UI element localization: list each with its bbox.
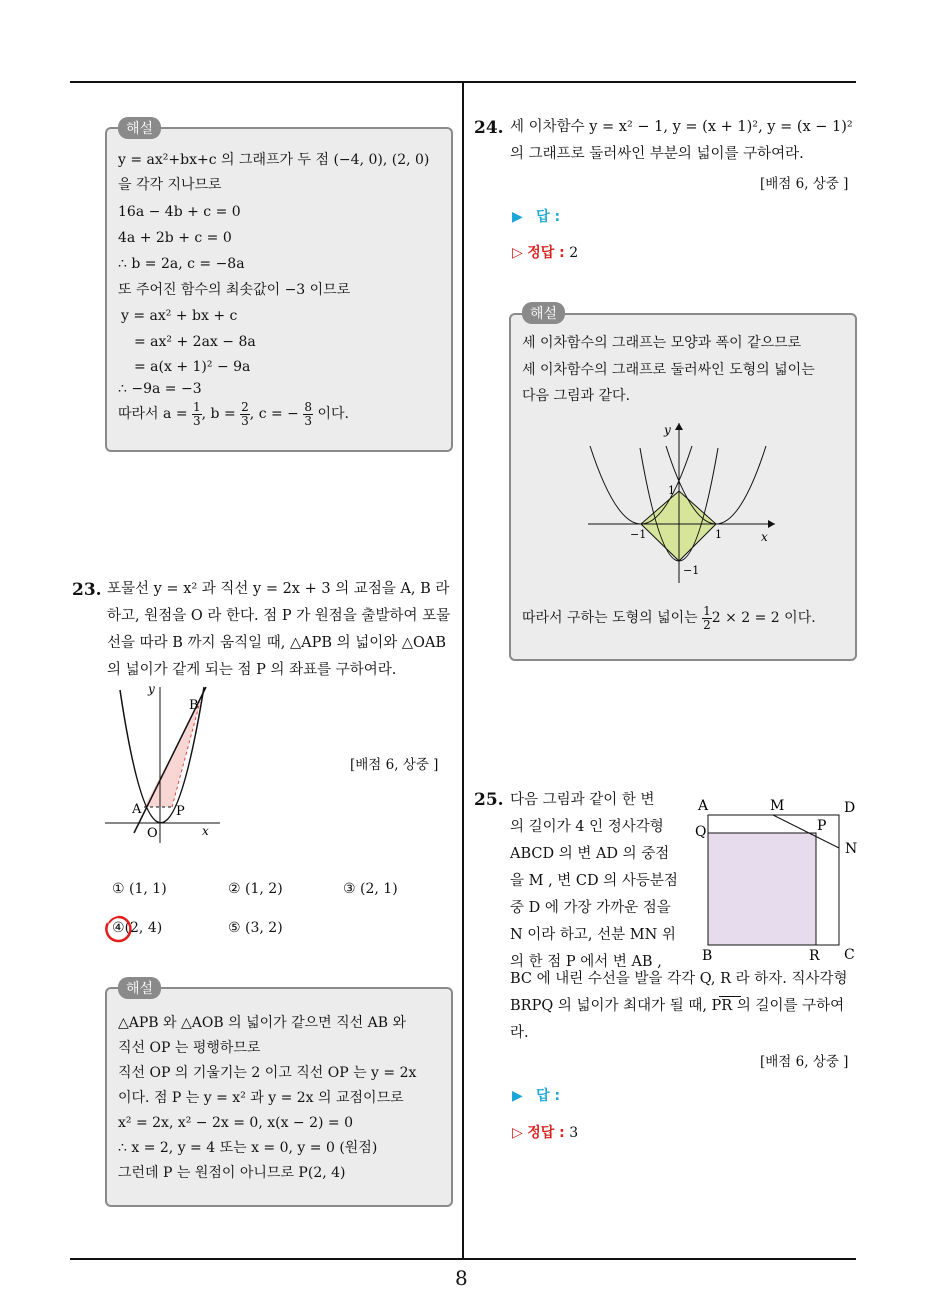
q25-answer-line[interactable] <box>512 1085 560 1105</box>
choice-num: ② <box>228 881 241 897</box>
question-number-24: 24. <box>474 118 504 138</box>
pr-overline <box>719 996 741 997</box>
q25-line: BC 에 내린 수선을 발을 각각 Q, R 라 하자. 직사각형 <box>510 971 848 987</box>
frac-num: 2 <box>241 399 249 414</box>
selected-answer-circle-icon <box>103 914 133 944</box>
graph-label-b: B <box>189 698 199 713</box>
page-number: 8 <box>455 1266 468 1290</box>
graph-label-y: y <box>664 423 671 437</box>
figure-label-m: M <box>770 798 785 814</box>
graph-label-y: y <box>148 682 155 696</box>
q25-line: 의 한 점 P 에서 변 AB , <box>510 954 662 970</box>
choice-5[interactable] <box>228 920 283 936</box>
figure-label-r: R <box>809 948 820 964</box>
sol24-line: 다음 그림과 같다. <box>522 388 631 404</box>
figure-label-p: P <box>817 818 827 834</box>
graph-label-neg-one-y: −1 <box>683 564 700 577</box>
q25-line: 다음 그림과 같이 한 변 <box>510 792 655 808</box>
q24-meta: [배점 6, 상중 ] <box>760 176 849 192</box>
q25-figure <box>690 793 865 965</box>
sol23-line: 그런데 P 는 원점이 아니므로 P(2, 4) <box>118 1165 346 1181</box>
figure-label-n: N <box>845 841 858 857</box>
sol22-line: 4a + 2b + c = 0 <box>118 230 232 246</box>
fraction-c <box>303 401 313 428</box>
q24-correct-line <box>512 242 578 262</box>
q24-answer-line[interactable] <box>512 206 560 226</box>
sol24-final-prefix: 따라서 구하는 도형의 넓이는 <box>522 610 698 626</box>
q25-line: ABCD 의 변 AD 의 중점 <box>510 846 670 862</box>
q23-line: 포물선 y = x² 과 직선 y = 2x + 3 의 교점을 A, B 라 <box>107 581 450 597</box>
frac-den: 3 <box>193 413 201 428</box>
figure-label-b: B <box>702 948 713 964</box>
graph-label-x: x <box>761 530 768 544</box>
sol22-c-label: , c = − <box>249 406 299 422</box>
sol22-final-prefix: 따라서 a = <box>118 406 188 422</box>
choice-1[interactable] <box>112 881 167 897</box>
q23-line: 의 넓이가 같게 되는 점 P 의 좌표를 구하여라. <box>107 662 397 678</box>
sol24-final-suffix: 2 × 2 = 2 이다. <box>711 610 816 626</box>
sol24-line: 세 이차함수의 그래프는 모양과 폭이 같으므로 <box>522 335 802 351</box>
choice-text: (1, 1) <box>129 881 167 897</box>
answer-label: 답 : <box>536 209 561 225</box>
correct-label: 정답 : <box>527 245 565 261</box>
q25-line: 의 길이가 4 인 정사각형 <box>510 819 664 835</box>
outline-arrow-icon: ▷ <box>512 1125 523 1141</box>
q24-correct-value: 2 <box>569 245 579 261</box>
figure-label-c: C <box>844 947 855 963</box>
choice-num: ④ <box>112 920 125 936</box>
sol22-final <box>118 398 349 430</box>
rectangle-brpq <box>708 833 816 945</box>
outline-arrow-icon: ▷ <box>512 245 523 261</box>
y-axis-arrow-icon <box>675 423 683 430</box>
sol24-final <box>522 602 816 634</box>
sol23-line: 직선 OP 의 기울기는 2 이고 직선 OP 는 y = 2x <box>118 1065 417 1081</box>
sol24-line: 세 이차함수의 그래프로 둘러싸인 도형의 넓이는 <box>522 362 815 378</box>
frac-num: 1 <box>193 399 201 414</box>
question-25-text-wide <box>510 966 860 1047</box>
sol22-line: y = ax²+bx+c 의 그래프가 두 점 (−4, 0), (2, 0) <box>118 152 430 168</box>
graph-label-a: A <box>132 802 142 817</box>
graph-label-neg-one-x: −1 <box>630 528 647 541</box>
choice-num: ⑤ <box>228 920 241 936</box>
answer-label: 답 : <box>536 1088 561 1104</box>
q25-line: N 이라 하고, 선분 MN 위 <box>510 927 676 943</box>
figure-label-a: A <box>698 798 709 814</box>
frac-den: 2 <box>703 617 711 632</box>
choice-text: (3, 2) <box>245 920 283 936</box>
q25-correct-line <box>512 1122 578 1142</box>
q24-line: 세 이차함수 y = x² − 1, y = (x + 1)², y = (x − 1)² <box>510 119 853 135</box>
graph-label-one-x: 1 <box>715 528 722 541</box>
figure-label-q: Q <box>695 824 707 840</box>
figure-label-d: D <box>844 800 856 816</box>
q25-line: 중 D 에 가장 가까운 점을 <box>510 900 671 916</box>
sol24-graph <box>580 418 780 588</box>
choice-2[interactable] <box>228 881 283 897</box>
q23-line: 하고, 원점을 O 라 한다. 점 P 가 원점을 출발하여 포물 <box>107 608 451 624</box>
q25-line: BRPQ 의 넓이가 최대가 될 때, PR 의 길이를 구하여 <box>510 998 845 1014</box>
choice-num: ③ <box>343 881 356 897</box>
graph-label-one-y: 1 <box>668 484 675 497</box>
q25-line: 을 M , 변 CD 의 사등분점 <box>510 873 678 889</box>
sol22-line: ∴ −9a = −3 <box>118 381 202 397</box>
frac-den: 3 <box>241 413 249 428</box>
sol22-line: y = ax² + bx + c <box>121 308 238 324</box>
graph-label-o: O <box>147 826 158 841</box>
choice-text: (2, 1) <box>360 881 398 897</box>
choice-num: ① <box>112 881 125 897</box>
graph-label-p: P <box>176 804 185 819</box>
frac-num: 8 <box>304 399 312 414</box>
fraction-a <box>192 401 202 428</box>
frac-num: 1 <box>703 603 711 618</box>
play-arrow-icon: ▶ <box>512 1088 523 1104</box>
sol22-line: = ax² + 2ax − 8a <box>134 334 256 350</box>
sol22-b-label: , b = <box>201 406 236 422</box>
fraction-b <box>240 401 250 428</box>
question-number-25: 25. <box>474 790 504 810</box>
sol22-final-suffix: 이다. <box>317 406 349 422</box>
sol22-line: 을 각각 지나므로 <box>118 177 222 193</box>
q23-meta: [배점 6, 상중 ] <box>350 757 439 773</box>
question-25-text-narrow <box>510 787 682 976</box>
sol22-line: 또 주어진 함수의 최솟값이 −3 이므로 <box>118 282 351 298</box>
sol23-line: 이다. 점 P 는 y = x² 과 y = 2x 의 교점이므로 <box>118 1090 404 1106</box>
choice-3[interactable] <box>343 881 398 897</box>
correct-label: 정답 : <box>527 1125 565 1141</box>
bottom-rule <box>70 1258 856 1260</box>
x-axis-arrow-icon <box>768 520 775 528</box>
graph-label-x: x <box>202 824 209 838</box>
sol22-line: = a(x + 1)² − 9a <box>134 359 251 375</box>
solution-tag-22: 해설 <box>118 117 161 139</box>
q25-correct-value: 3 <box>569 1125 579 1141</box>
q25-line: 라. <box>510 1025 529 1041</box>
question-24-text <box>510 114 860 168</box>
q23-line: 선을 따라 B 까지 움직일 때, △APB 의 넓이와 △OAB <box>107 635 447 651</box>
sol23-line: △APB 와 △AOB 의 넓이가 같으면 직선 AB 와 <box>118 1015 406 1031</box>
fraction-half <box>702 605 712 632</box>
sol23-line: x² = 2x, x² − 2x = 0, x(x − 2) = 0 <box>118 1115 354 1131</box>
q23-graph <box>100 675 230 845</box>
q24-line: 의 그래프로 둘러싸인 부분의 넓이를 구하여라. <box>510 146 804 162</box>
question-23-text <box>107 576 457 684</box>
q25-meta: [배점 6, 상중 ] <box>760 1054 849 1070</box>
sol23-line: ∴ x = 2, y = 4 또는 x = 0, y = 0 (원점) <box>118 1140 378 1156</box>
choice-text: (1, 2) <box>245 881 283 897</box>
choice-text: (2, 4) <box>124 920 163 936</box>
column-divider <box>462 82 464 1260</box>
solution-tag-24: 해설 <box>522 302 565 324</box>
sol23-line: 직선 OP 는 평행하므로 <box>118 1040 261 1056</box>
sol22-line: ∴ b = 2a, c = −8a <box>118 256 245 272</box>
question-number-23: 23. <box>72 580 102 600</box>
sol22-line: 16a − 4b + c = 0 <box>118 204 241 220</box>
play-arrow-icon: ▶ <box>512 209 523 225</box>
frac-den: 3 <box>304 413 312 428</box>
solution-tag-23: 해설 <box>118 977 161 999</box>
